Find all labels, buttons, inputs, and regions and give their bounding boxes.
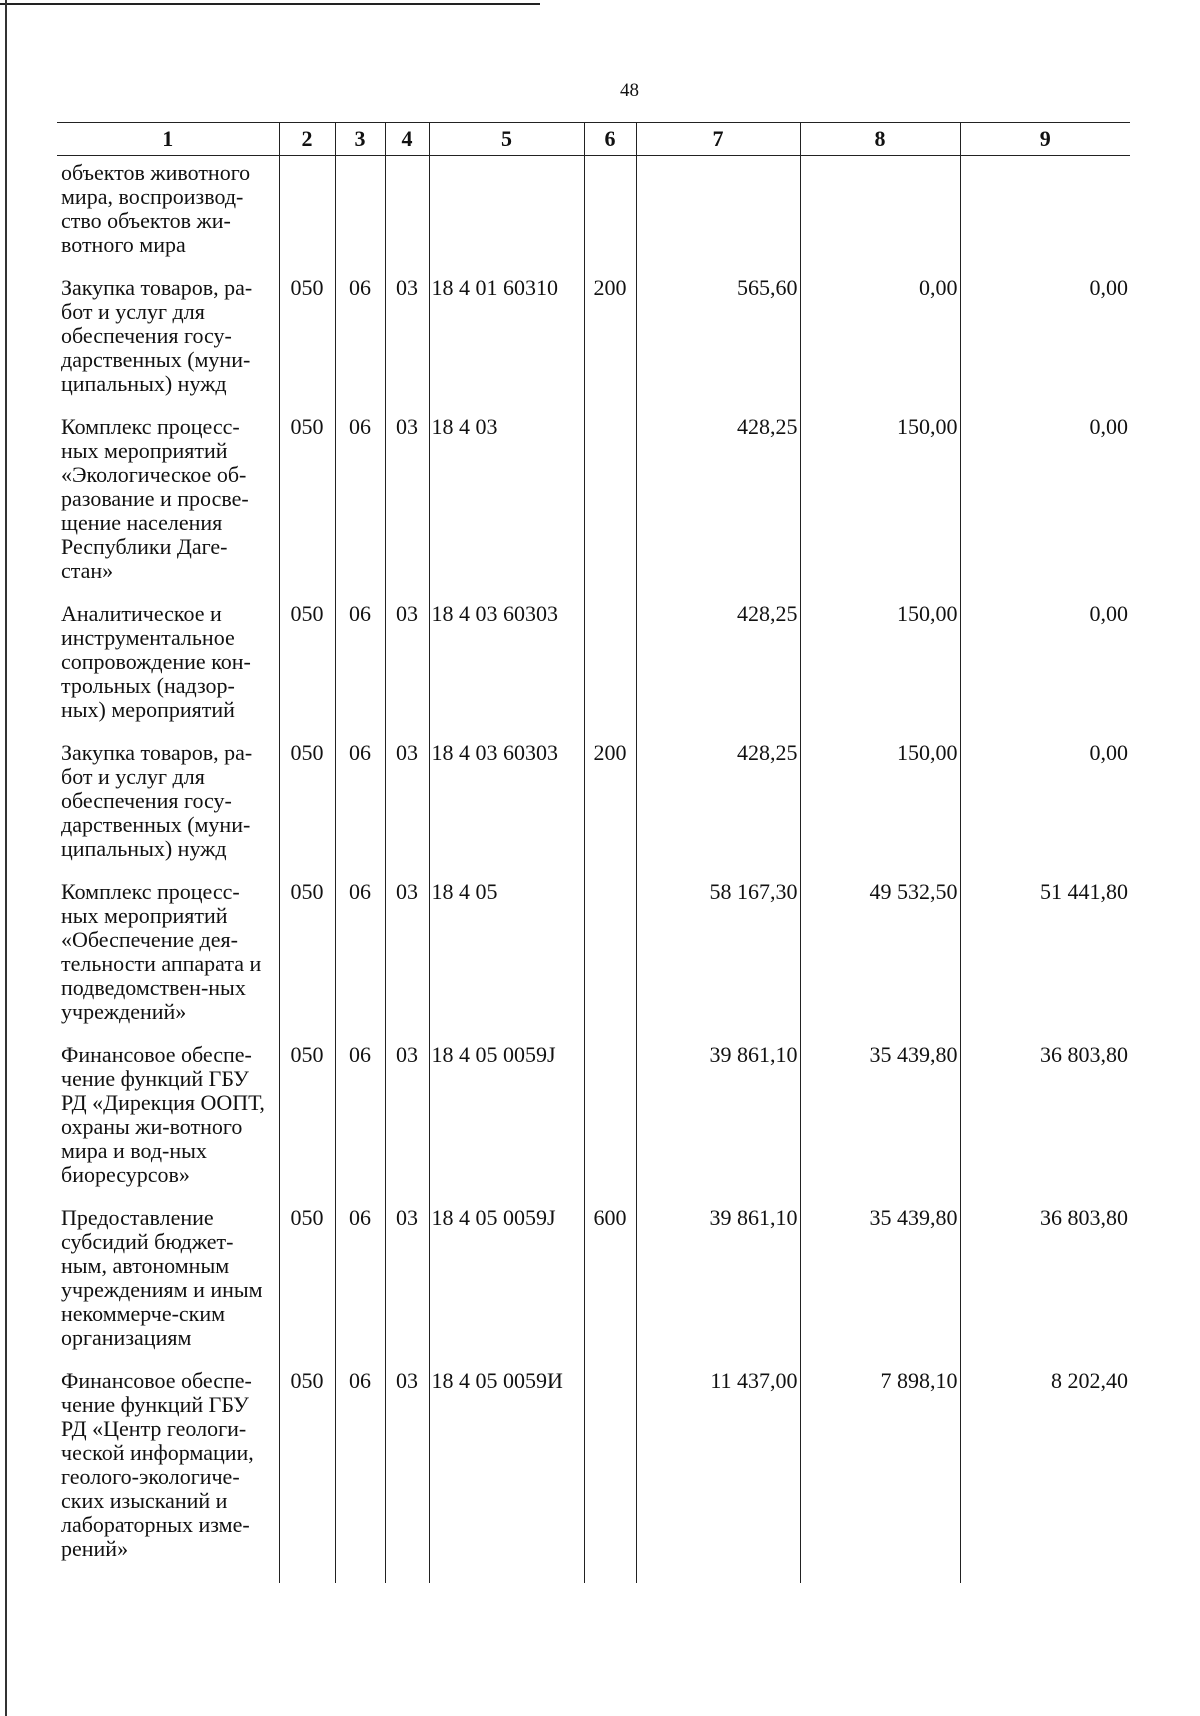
row-col-2: 050 <box>279 410 335 597</box>
row-col-2: 050 <box>279 1038 335 1201</box>
row-col-2: 050 <box>279 597 335 736</box>
row-name: Закупка товаров, ра-бот и услуг для обеспечения госу-дарственных (муни-ципальных) нужд <box>61 275 253 396</box>
row-value-8: 7 898,10 <box>800 1364 960 1583</box>
row-name: Финансовое обеспе-чение функций ГБУ РД «Дирекция ООПТ, охраны жи-вотного мира и вод-ных биоресурсов» <box>61 1042 265 1187</box>
row-code: 18 4 03 <box>429 410 584 597</box>
header-col-5: 5 <box>429 123 584 156</box>
table-row <box>57 875 1130 1038</box>
row-value-9: 36 803,80 <box>960 1038 1130 1201</box>
table-row <box>57 1201 1130 1364</box>
header-col-7: 7 <box>636 123 800 156</box>
table-row <box>57 736 1130 875</box>
row-value-9: 8 202,40 <box>960 1364 1130 1583</box>
row-col-6 <box>584 1364 636 1583</box>
row-value-7: 428,25 <box>636 736 800 875</box>
row-value-7: 565,60 <box>636 271 800 410</box>
budget-table <box>57 122 1130 1583</box>
row-col-4: 03 <box>385 271 429 410</box>
row-name: Комплекс процесс-ных мероприятий «Экологическое об-разование и просве-щение населения Республики Даге-стан» <box>61 414 249 583</box>
row-col-6 <box>584 410 636 597</box>
row-name: Аналитическое и инструментальное сопровождение кон-трольных (надзор-ных) мероприятий <box>61 601 251 722</box>
row-col-3: 06 <box>335 875 385 1038</box>
row-code: 18 4 05 0059J <box>429 1201 584 1364</box>
row-col-4: 03 <box>385 410 429 597</box>
row-col-4: 03 <box>385 597 429 736</box>
header-col-9: 9 <box>960 123 1130 156</box>
row-value-7: 39 861,10 <box>636 1038 800 1201</box>
row-code: 18 4 05 <box>429 875 584 1038</box>
table-row <box>57 1364 1130 1583</box>
table-row <box>57 271 1130 410</box>
row-col-6 <box>584 156 636 272</box>
row-col-4: 03 <box>385 1201 429 1364</box>
row-code: 18 4 01 60310 <box>429 271 584 410</box>
row-name: Закупка товаров, ра-бот и услуг для обеспечения госу-дарственных (муни-ципальных) нужд <box>61 740 253 861</box>
header-col-1: 1 <box>57 123 279 156</box>
row-col-2: 050 <box>279 1364 335 1583</box>
row-col-3: 06 <box>335 1201 385 1364</box>
header-col-6: 6 <box>584 123 636 156</box>
row-col-3: 06 <box>335 271 385 410</box>
row-col-4: 03 <box>385 1364 429 1583</box>
header-row <box>57 123 1130 156</box>
row-col-6 <box>584 875 636 1038</box>
row-col-3 <box>335 156 385 272</box>
row-value-7: 428,25 <box>636 410 800 597</box>
row-col-4: 03 <box>385 875 429 1038</box>
row-col-4: 03 <box>385 1038 429 1201</box>
row-value-9: 51 441,80 <box>960 875 1130 1038</box>
row-code <box>429 156 584 272</box>
table-row <box>57 410 1130 597</box>
row-value-9: 0,00 <box>960 410 1130 597</box>
row-col-2: 050 <box>279 271 335 410</box>
top-border-line <box>0 3 540 5</box>
header-col-2: 2 <box>279 123 335 156</box>
header-col-4: 4 <box>385 123 429 156</box>
row-name: объектов животного мира, воспроизвод-ство объектов жи-вотного мира <box>61 160 251 257</box>
row-value-9: 0,00 <box>960 271 1130 410</box>
table-row <box>57 1038 1130 1201</box>
header-col-8: 8 <box>800 123 960 156</box>
row-col-2: 050 <box>279 1201 335 1364</box>
row-value-8: 150,00 <box>800 736 960 875</box>
header-col-3: 3 <box>335 123 385 156</box>
row-col-6 <box>584 597 636 736</box>
row-col-6: 200 <box>584 736 636 875</box>
row-value-7 <box>636 156 800 272</box>
row-col-6: 600 <box>584 1201 636 1364</box>
page-number: 48 <box>620 80 639 101</box>
row-col-4: 03 <box>385 736 429 875</box>
row-col-3: 06 <box>335 410 385 597</box>
row-col-4 <box>385 156 429 272</box>
row-code: 18 4 03 60303 <box>429 597 584 736</box>
row-col-3: 06 <box>335 736 385 875</box>
row-value-7: 428,25 <box>636 597 800 736</box>
row-col-2: 050 <box>279 736 335 875</box>
row-value-8 <box>800 156 960 272</box>
row-col-3: 06 <box>335 597 385 736</box>
row-code: 18 4 05 0059И <box>429 1364 584 1583</box>
row-value-7: 39 861,10 <box>636 1201 800 1364</box>
row-code: 18 4 03 60303 <box>429 736 584 875</box>
row-value-9: 0,00 <box>960 736 1130 875</box>
row-col-2 <box>279 156 335 272</box>
row-col-6 <box>584 1038 636 1201</box>
row-col-6: 200 <box>584 271 636 410</box>
row-value-8: 150,00 <box>800 597 960 736</box>
row-col-3: 06 <box>335 1038 385 1201</box>
row-value-9: 0,00 <box>960 597 1130 736</box>
table-row <box>57 156 1130 272</box>
row-name: Комплекс процесс-ных мероприятий «Обеспечение дея-тельности аппарата и подведомствен-ных учреждений» <box>61 879 262 1024</box>
row-value-7: 11 437,00 <box>636 1364 800 1583</box>
left-border-line <box>5 0 7 1716</box>
row-value-7: 58 167,30 <box>636 875 800 1038</box>
row-col-3: 06 <box>335 1364 385 1583</box>
row-value-8: 35 439,80 <box>800 1038 960 1201</box>
row-value-8: 150,00 <box>800 410 960 597</box>
row-value-9 <box>960 156 1130 272</box>
row-value-8: 49 532,50 <box>800 875 960 1038</box>
row-value-8: 35 439,80 <box>800 1201 960 1364</box>
row-name: Финансовое обеспе-чение функций ГБУ РД «Центр геологи-ческой информации, геолого-экологиче-ских изысканий и лабораторных изме-рений» <box>61 1368 254 1561</box>
row-col-2: 050 <box>279 875 335 1038</box>
row-name: Предоставление субсидий бюджет-ным, автономным учреждениям и иным некоммерче-ским организациям <box>61 1205 263 1350</box>
table-row <box>57 597 1130 736</box>
row-value-9: 36 803,80 <box>960 1201 1130 1364</box>
row-value-8: 0,00 <box>800 271 960 410</box>
row-code: 18 4 05 0059J <box>429 1038 584 1201</box>
